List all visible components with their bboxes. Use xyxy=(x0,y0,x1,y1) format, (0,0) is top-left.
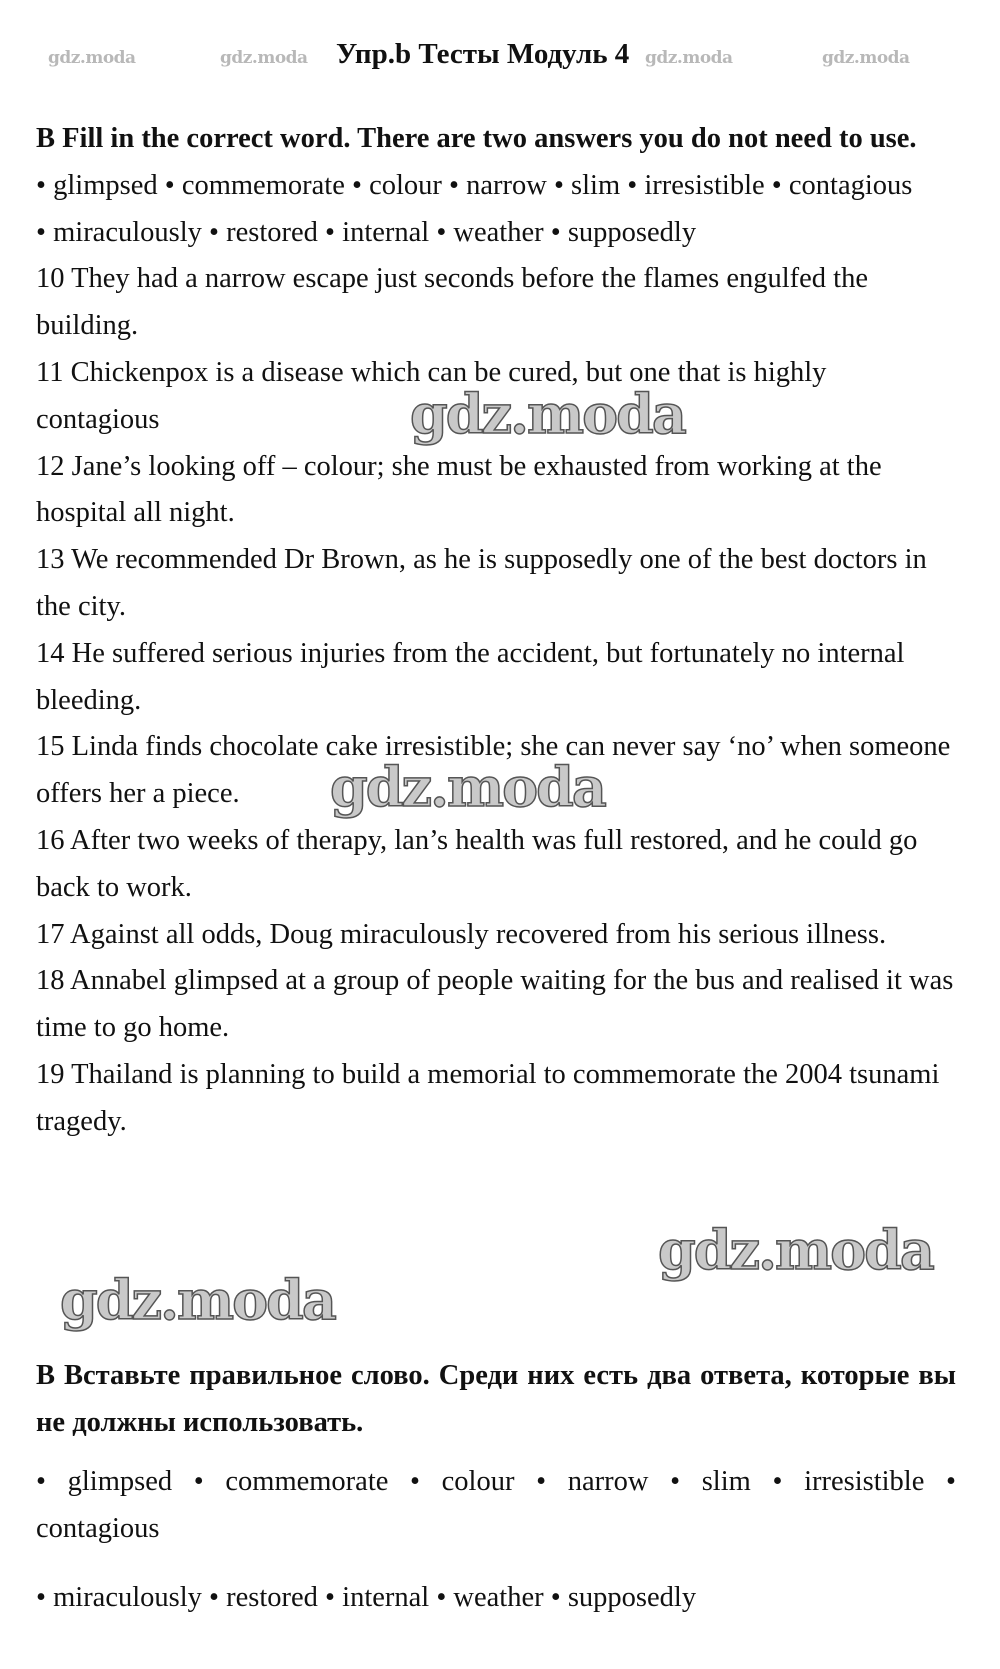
watermark-small-2: gdz.moda xyxy=(220,48,308,68)
watermark-small-4: gdz.moda xyxy=(822,48,910,68)
translation-word-bank-line-1: • glimpsed • commemorate • colour • narrow • slim • irresistible • contagious xyxy=(36,1466,956,1544)
exercise-item-19: 19 Thailand is planning to build a memorial to commemorate the 2004 tsunami tragedy. xyxy=(36,1058,940,1137)
exercise-instruction: B Fill in the correct word. There are two answers you do not need to use. xyxy=(36,123,917,154)
exercise-item-18: 18 Annabel glimpsed at a group of people waiting for the bus and realised it was time to go home. xyxy=(36,965,954,1044)
exercise-item-11: 11 Chickenpox is a disease which can be cured, but one that is highly contagious xyxy=(36,356,827,435)
word-bank-line-2: • miraculously • restored • internal • weather • supposedly xyxy=(36,216,697,248)
exercise-item-17: 17 Against all odds, Doug miraculously recovered from his serious illness. xyxy=(36,918,887,950)
exercise-item-16: 16 After two weeks of therapy, lan’s health was full restored, and he could go back to work. xyxy=(36,824,918,903)
watermark-large-4: gdz.moda xyxy=(60,1268,335,1332)
translation-instruction: В Вставьте правильное слово. Среди них есть два ответа, которые вы не должны использовать. xyxy=(36,1360,956,1438)
watermark-small-1: gdz.moda xyxy=(48,48,136,68)
watermark-small-3: gdz.moda xyxy=(645,48,733,68)
exercise-item-15: 15 Linda finds chocolate cake irresistible; she can never say ‘no’ when someone offers her a piece. xyxy=(36,731,951,810)
exercise-content xyxy=(36,116,956,1146)
header xyxy=(0,38,1000,78)
word-bank-line-1: • glimpsed • commemorate • colour • narrow • slim • irresistible • contagious xyxy=(36,169,913,201)
page-title: Упр.b Тесты Модуль 4 xyxy=(336,38,630,70)
exercise-item-14: 14 He suffered serious injuries from the accident, but fortunately no internal bleeding. xyxy=(36,637,905,716)
watermark-large-2: gdz.moda xyxy=(330,755,605,819)
translation-block xyxy=(36,1352,956,1621)
exercise-item-13: 13 We recommended Dr Brown, as he is supposedly one of the best doctors in the city. xyxy=(36,544,927,622)
watermark-large-1: gdz.moda xyxy=(410,382,685,446)
translation-word-bank-line-2: • miraculously • restored • internal • weather • supposedly xyxy=(36,1582,697,1613)
exercise-item-12: 12 Jane’s looking off – colour; she must be exhausted from working at the hospital all night. xyxy=(36,450,882,529)
watermark-large-3: gdz.moda xyxy=(658,1218,933,1282)
exercise-item-10: 10 They had a narrow escape just seconds before the flames engulfed the building. xyxy=(36,263,868,342)
